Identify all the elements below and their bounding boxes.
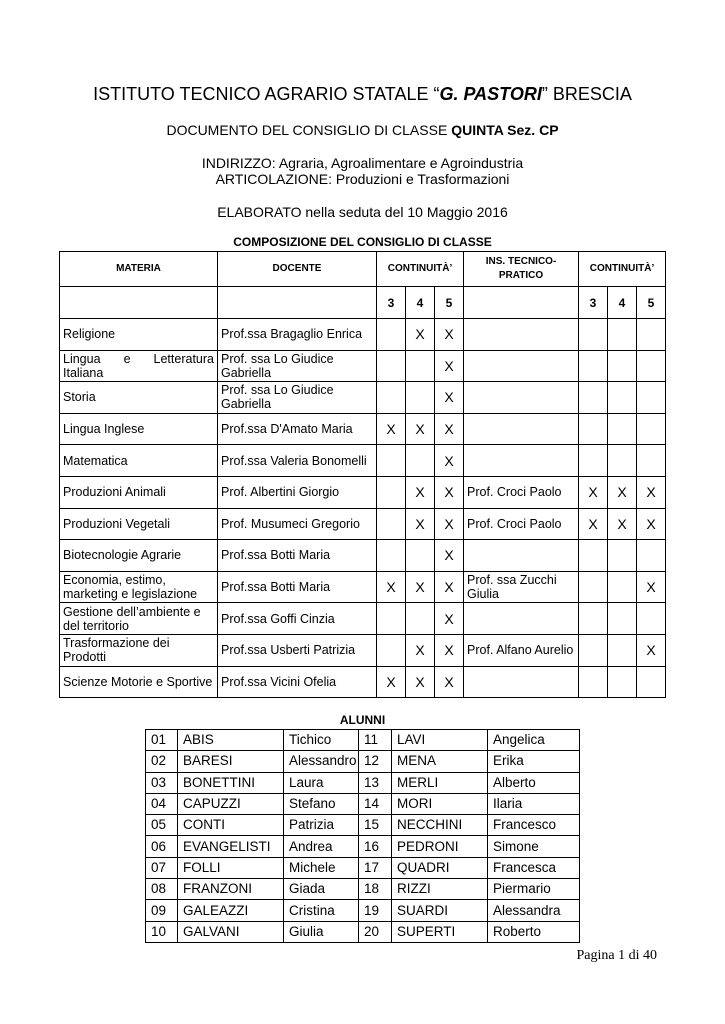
continuita-mark: X: [435, 540, 464, 572]
continuita-itp-mark: [637, 350, 666, 382]
student-surname: SUPERTI: [392, 921, 488, 942]
itp-cell: [464, 445, 579, 477]
continuita-itp-mark: [579, 634, 608, 666]
continuita-itp-mark: [608, 571, 637, 603]
student-number: 05: [146, 815, 178, 836]
itp-cell: [464, 382, 579, 414]
continuita-mark: [406, 382, 435, 414]
continuita-mark: [377, 476, 406, 508]
continuita-itp-mark: [608, 634, 637, 666]
continuita-itp-mark: [608, 319, 637, 351]
continuita-mark: [377, 382, 406, 414]
continuita-itp-mark: [579, 571, 608, 603]
itp-cell: Prof. Croci Paolo: [464, 476, 579, 508]
continuita-mark: X: [435, 445, 464, 477]
student-number: 10: [146, 921, 178, 942]
itp-cell: Prof. Croci Paolo: [464, 508, 579, 540]
student-number: 09: [146, 900, 178, 921]
materia-line: Italiana: [63, 365, 104, 380]
continuita-itp-mark: [637, 666, 666, 698]
materia-cell: Lingua Inglese: [60, 413, 218, 445]
materia-line: [63, 352, 214, 366]
continuita-mark: X: [406, 634, 435, 666]
student-surname: BARESI: [178, 751, 284, 772]
student-firstname: Roberto: [488, 921, 580, 942]
student-number: 14: [359, 793, 392, 814]
continuita-mark: X: [377, 413, 406, 445]
student-row: [146, 730, 580, 751]
council-row: [60, 476, 666, 508]
continuita-itp-mark: [637, 319, 666, 351]
student-number: 11: [359, 730, 392, 751]
student-firstname: Angelica: [488, 730, 580, 751]
student-row: [146, 815, 580, 836]
student-number: 17: [359, 857, 392, 878]
itp-cell: [464, 350, 579, 382]
blank-cell: [218, 287, 377, 319]
student-firstname: Simone: [488, 836, 580, 857]
student-firstname: Patrizia: [284, 815, 359, 836]
articolazione: ARTICOLAZIONE: Produzioni e Trasformazioni: [215, 171, 510, 187]
student-number: 08: [146, 879, 178, 900]
materia-cell: Produzioni Animali: [60, 476, 218, 508]
student-surname: SUARDI: [392, 900, 488, 921]
continuita-mark: X: [435, 350, 464, 382]
student-number: 04: [146, 793, 178, 814]
council-row: [60, 445, 666, 477]
student-surname: ABIS: [178, 730, 284, 751]
continuita-mark: X: [406, 319, 435, 351]
header-itp: INS. TECNICO-PRATICO: [464, 252, 579, 287]
continuita-mark: [377, 319, 406, 351]
continuita-itp-mark: [579, 319, 608, 351]
continuita-itp-mark: X: [637, 571, 666, 603]
council-row: [60, 413, 666, 445]
title-text: ISTITUTO TECNICO AGRARIO STATALE “: [93, 84, 440, 104]
continuita-itp-mark: [637, 603, 666, 635]
student-surname: EVANGELISTI: [178, 836, 284, 857]
student-number: 15: [359, 815, 392, 836]
curriculum-info: [0, 155, 725, 187]
student-firstname: Piermario: [488, 879, 580, 900]
docente-cell: Prof.ssa Vicini Ofelia: [218, 666, 377, 698]
docente-cell: Prof.ssa Usberti Patrizia: [218, 634, 377, 666]
students-caption: ALUNNI: [339, 713, 386, 727]
doc-text: DOCUMENTO DEL CONSIGLIO DI CLASSE: [166, 122, 452, 138]
student-firstname: Ilaria: [488, 793, 580, 814]
itp-cell: Prof. Alfano Aurelio: [464, 634, 579, 666]
continuita-mark: X: [406, 666, 435, 698]
blank-cell: [464, 287, 579, 319]
continuita-mark: [377, 445, 406, 477]
continuita-itp-mark: X: [579, 508, 608, 540]
student-surname: QUADRI: [392, 857, 488, 878]
materia-cell: Produzioni Vegetali: [60, 508, 218, 540]
materia-cell: Storia: [60, 382, 218, 414]
student-row: [146, 751, 580, 772]
council-years-row: [60, 287, 666, 319]
student-surname: CONTI: [178, 815, 284, 836]
materia-cell: Trasformazione dei Prodotti: [60, 634, 218, 666]
student-firstname: Erika: [488, 751, 580, 772]
council-row: [60, 508, 666, 540]
continuita-itp-mark: X: [637, 476, 666, 508]
continuita-itp-mark: [579, 666, 608, 698]
student-row: [146, 836, 580, 857]
itp-cell: [464, 319, 579, 351]
docente-cell: Prof.ssa Valeria Bonomelli: [218, 445, 377, 477]
materia-cell: Gestione dell’ambiente e del territorio: [60, 603, 218, 635]
continuita-itp-mark: [608, 350, 637, 382]
year-cell: 5: [435, 287, 464, 319]
continuita-itp-mark: [637, 445, 666, 477]
student-firstname: Laura: [284, 772, 359, 793]
student-surname: GALVANI: [178, 921, 284, 942]
continuita-itp-mark: [637, 540, 666, 572]
document-subtitle: [0, 122, 725, 138]
continuita-mark: X: [406, 571, 435, 603]
continuita-itp-mark: [579, 445, 608, 477]
council-row: [60, 634, 666, 666]
header-materia: MATERIA: [60, 252, 218, 287]
council-row: [60, 319, 666, 351]
student-surname: GALEAZZI: [178, 900, 284, 921]
itp-cell: [464, 413, 579, 445]
continuita-itp-mark: X: [608, 508, 637, 540]
docente-cell: Prof. Musumeci Gregorio: [218, 508, 377, 540]
materia-cell: Religione: [60, 319, 218, 351]
council-row: [60, 666, 666, 698]
student-number: 02: [146, 751, 178, 772]
student-row: [146, 879, 580, 900]
council-row: [60, 571, 666, 603]
materia-word: e: [123, 351, 131, 366]
continuita-mark: X: [406, 476, 435, 508]
continuita-mark: X: [435, 413, 464, 445]
student-surname: CAPUZZI: [178, 793, 284, 814]
continuita-mark: X: [406, 413, 435, 445]
continuita-itp-mark: X: [579, 476, 608, 508]
continuita-mark: X: [435, 666, 464, 698]
continuita-mark: X: [435, 476, 464, 508]
docente-cell: Prof.ssa Bragaglio Enrica: [218, 319, 377, 351]
materia-cell: Scienze Motorie e Sportive: [60, 666, 218, 698]
student-number: 19: [359, 900, 392, 921]
student-surname: NECCHINI: [392, 815, 488, 836]
student-firstname: Alessandra: [488, 900, 580, 921]
student-surname: RIZZI: [392, 879, 488, 900]
continuita-mark: [377, 350, 406, 382]
doc-class: QUINTA Sez. CP: [451, 122, 559, 138]
council-table: [59, 251, 666, 698]
docente-cell: Prof.ssa D'Amato Maria: [218, 413, 377, 445]
student-surname: BONETTINI: [178, 772, 284, 793]
school-title: [0, 84, 725, 105]
student-row: [146, 921, 580, 942]
student-surname: FRANZONI: [178, 879, 284, 900]
continuita-itp-mark: [579, 540, 608, 572]
student-number: 18: [359, 879, 392, 900]
continuita-mark: X: [377, 571, 406, 603]
continuita-itp-mark: [579, 382, 608, 414]
continuita-itp-mark: [579, 350, 608, 382]
docente-cell: Prof.ssa Botti Maria: [218, 540, 377, 572]
continuita-mark: X: [435, 319, 464, 351]
materia-cell: Matematica: [60, 445, 218, 477]
council-row: [60, 603, 666, 635]
continuita-itp-mark: [579, 603, 608, 635]
title-text-end: ” BRESCIA: [541, 84, 632, 104]
student-firstname: Michele: [284, 857, 359, 878]
student-firstname: Alessandro: [284, 751, 359, 772]
itp-cell: [464, 666, 579, 698]
council-caption: COMPOSIZIONE DEL CONSIGLIO DI CLASSE: [233, 235, 492, 249]
continuita-itp-mark: [579, 413, 608, 445]
student-number: 03: [146, 772, 178, 793]
student-row: [146, 772, 580, 793]
council-header-row: [60, 252, 666, 287]
continuita-mark: [406, 603, 435, 635]
student-firstname: Andrea: [284, 836, 359, 857]
continuita-mark: X: [377, 666, 406, 698]
student-row: [146, 857, 580, 878]
student-number: 13: [359, 772, 392, 793]
header-continuita: CONTINUITÀ’: [377, 252, 464, 287]
student-surname: MORI: [392, 793, 488, 814]
continuita-itp-mark: [608, 540, 637, 572]
year-cell: 3: [579, 287, 608, 319]
year-cell: 4: [406, 287, 435, 319]
student-surname: PEDRONI: [392, 836, 488, 857]
continuita-mark: [377, 603, 406, 635]
continuita-itp-mark: [608, 445, 637, 477]
student-firstname: Francesca: [488, 857, 580, 878]
continuita-itp-mark: [608, 382, 637, 414]
student-firstname: Tichico: [284, 730, 359, 751]
continuita-itp-mark: [608, 413, 637, 445]
docente-cell: Prof.ssa Botti Maria: [218, 571, 377, 603]
student-surname: LAVI: [392, 730, 488, 751]
student-number: 16: [359, 836, 392, 857]
student-firstname: Stefano: [284, 793, 359, 814]
itp-cell: [464, 540, 579, 572]
student-number: 20: [359, 921, 392, 942]
docente-cell: Prof. Albertini Giorgio: [218, 476, 377, 508]
docente-cell: Prof.ssa Goffi Cinzia: [218, 603, 377, 635]
docente-cell: Prof. ssa Lo Giudice Gabriella: [218, 382, 377, 414]
continuita-mark: [377, 508, 406, 540]
council-row: [60, 540, 666, 572]
page-number: Pagina 1 di 40: [576, 948, 657, 963]
continuita-itp-mark: X: [608, 476, 637, 508]
student-firstname: Francesco: [488, 815, 580, 836]
student-number: 01: [146, 730, 178, 751]
student-firstname: Alberto: [488, 772, 580, 793]
continuita-mark: [406, 350, 435, 382]
itp-cell: Prof. ssa Zucchi Giulia: [464, 571, 579, 603]
student-surname: FOLLI: [178, 857, 284, 878]
continuita-itp-mark: X: [637, 508, 666, 540]
elaborato-date: ELABORATO nella seduta del 10 Maggio 2016: [217, 204, 508, 220]
student-firstname: Giada: [284, 879, 359, 900]
materia-cell: Economia, estimo, marketing e legislazione: [60, 571, 218, 603]
header-continuita-itp: CONTINUITÀ’: [579, 252, 666, 287]
student-firstname: Cristina: [284, 900, 359, 921]
indirizzo: INDIRIZZO: Agraria, Agroalimentare e Agroindustria: [201, 155, 524, 171]
continuita-mark: [406, 445, 435, 477]
continuita-itp-mark: [637, 382, 666, 414]
materia-cell: Biotecnologie Agrarie: [60, 540, 218, 572]
continuita-mark: [406, 540, 435, 572]
continuita-itp-mark: [608, 603, 637, 635]
continuita-mark: X: [435, 634, 464, 666]
continuita-mark: X: [435, 508, 464, 540]
students-table: [145, 729, 580, 943]
student-surname: MENA: [392, 751, 488, 772]
header-docente: DOCENTE: [218, 252, 377, 287]
year-cell: 3: [377, 287, 406, 319]
year-cell: 4: [608, 287, 637, 319]
blank-cell: [60, 287, 218, 319]
materia-word: Lingua: [63, 351, 101, 366]
student-row: [146, 900, 580, 921]
continuita-mark: X: [435, 571, 464, 603]
council-row: [60, 350, 666, 382]
year-cell: 5: [637, 287, 666, 319]
itp-cell: [464, 603, 579, 635]
continuita-mark: [377, 634, 406, 666]
materia-word: Letteratura: [153, 351, 214, 366]
student-surname: MERLI: [392, 772, 488, 793]
continuita-itp-mark: [608, 666, 637, 698]
continuita-mark: [377, 540, 406, 572]
student-number: 12: [359, 751, 392, 772]
docente-cell: Prof. ssa Lo Giudice Gabriella: [218, 350, 377, 382]
continuita-mark: X: [435, 382, 464, 414]
student-number: 06: [146, 836, 178, 857]
continuita-mark: X: [406, 508, 435, 540]
continuita-itp-mark: [637, 413, 666, 445]
title-emphasis: G. PASTORI: [439, 84, 542, 104]
continuita-itp-mark: X: [637, 634, 666, 666]
council-row: [60, 382, 666, 414]
student-number: 07: [146, 857, 178, 878]
student-firstname: Giulia: [284, 921, 359, 942]
student-row: [146, 793, 580, 814]
continuita-mark: X: [435, 603, 464, 635]
materia-cell: [60, 350, 218, 382]
